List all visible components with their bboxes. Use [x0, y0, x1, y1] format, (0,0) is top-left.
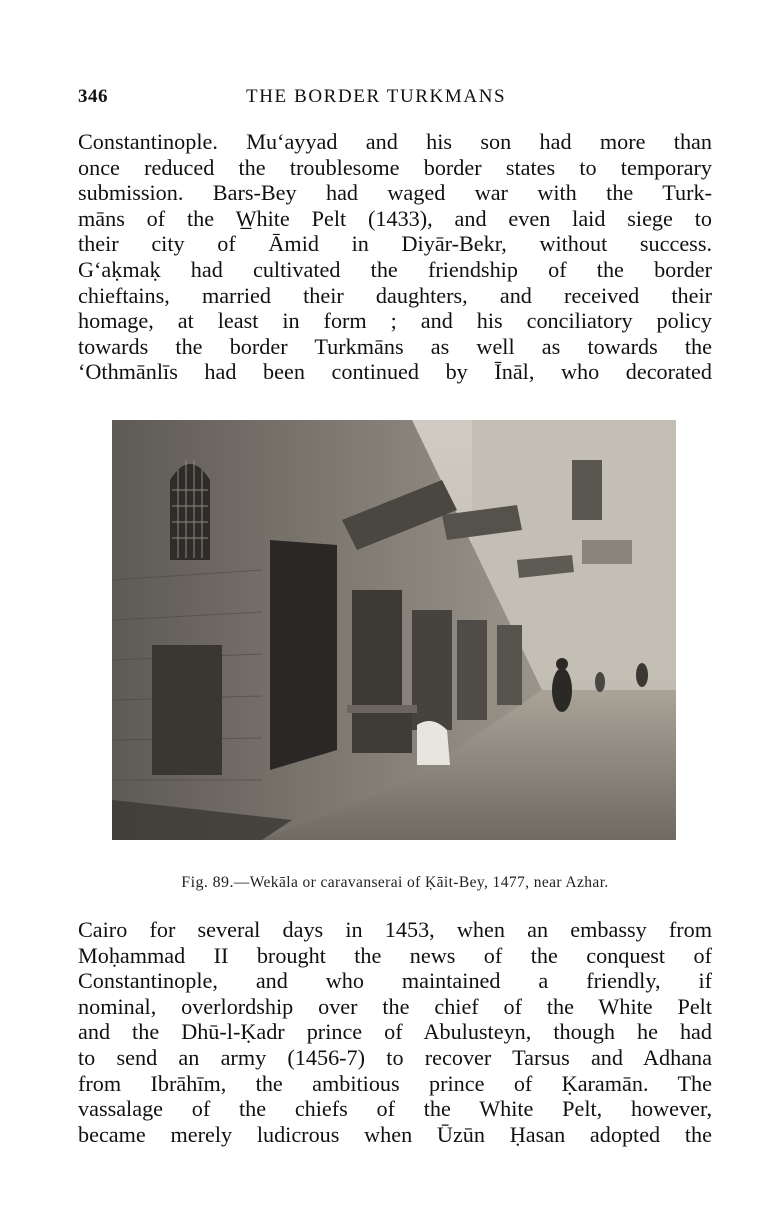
shop-stall: [497, 625, 522, 705]
text-line: became merely ludicrous when Ūzūn Ḥasan adopted the: [78, 1121, 712, 1147]
text-line: Cairo for several days in 1453, when an embassy from: [78, 917, 712, 942]
text-line: nominal, overlordship over the chief of the White Pelt: [78, 993, 712, 1019]
paragraph-bottom: [78, 917, 712, 1147]
lattice-window: [170, 464, 210, 560]
text-line: from Ibrāhīm, the ambitious prince of Ḳaramān. The: [78, 1070, 712, 1096]
street-photo-illustration: [112, 420, 676, 840]
text-line: māns of the W̲hite Pelt (1433), and even laid siege to: [78, 205, 712, 231]
figure-caption-text: —Wekāla or caravanserai of Ḳāit-Bey, 1477, near Azhar.: [233, 874, 609, 891]
main-doorway: [270, 540, 337, 770]
paragraph-top: [78, 129, 712, 385]
text-line: Moḥammad II brought the news of the conquest of: [78, 942, 712, 968]
text-line: ‘Othmānlīs had been continued by Īnāl, who decorated: [78, 359, 712, 385]
text-line: their city of Āmid in Diyār-Bekr, without success.: [78, 231, 712, 257]
text-line: submission. Bars-Bey had waged war with the Turk-: [78, 180, 712, 206]
text-line: once reduced the troublesome border states to temporary: [78, 154, 712, 180]
person-figure: [595, 672, 605, 692]
text-line: towards the border Turkmāns as well as towards the: [78, 333, 712, 359]
person-figure: [552, 668, 572, 712]
text-line: Constantinople. Mu‘ayyad and his son had more than: [78, 129, 712, 154]
shop-stall: [457, 620, 487, 720]
text-line: chieftains, married their daughters, and received their: [78, 282, 712, 308]
text-line: vassalage of the chiefs of the White Pelt, however,: [78, 1096, 712, 1122]
balcony: [582, 540, 632, 564]
person-head: [556, 658, 568, 670]
text-line: and the Dhū-l-Ḳadr prince of Abulusteyn, though he had: [78, 1019, 712, 1045]
upper-window: [572, 460, 602, 520]
page-number: 346: [78, 86, 108, 107]
basin-rim: [347, 705, 417, 713]
running-title: THE BORDER TURKMANS: [246, 86, 507, 107]
figure-photograph: [112, 420, 676, 840]
text-line: to send an army (1456-7) to recover Tarsus and Adhana: [78, 1044, 712, 1070]
figure-label: Fig. 89.: [181, 874, 234, 891]
figure-caption: [78, 874, 712, 892]
person-figure: [636, 663, 648, 687]
basin: [352, 713, 412, 753]
shop-stall: [412, 610, 452, 730]
text-line: G‘aḳmaḳ had cultivated the friendship of the border: [78, 256, 712, 282]
text-line: Constantinople, and who maintained a friendly, if: [78, 968, 712, 994]
text-line: homage, at least in form ; and his conciliatory policy: [78, 308, 712, 334]
running-head: [78, 86, 710, 114]
lower-doorway: [152, 645, 222, 775]
